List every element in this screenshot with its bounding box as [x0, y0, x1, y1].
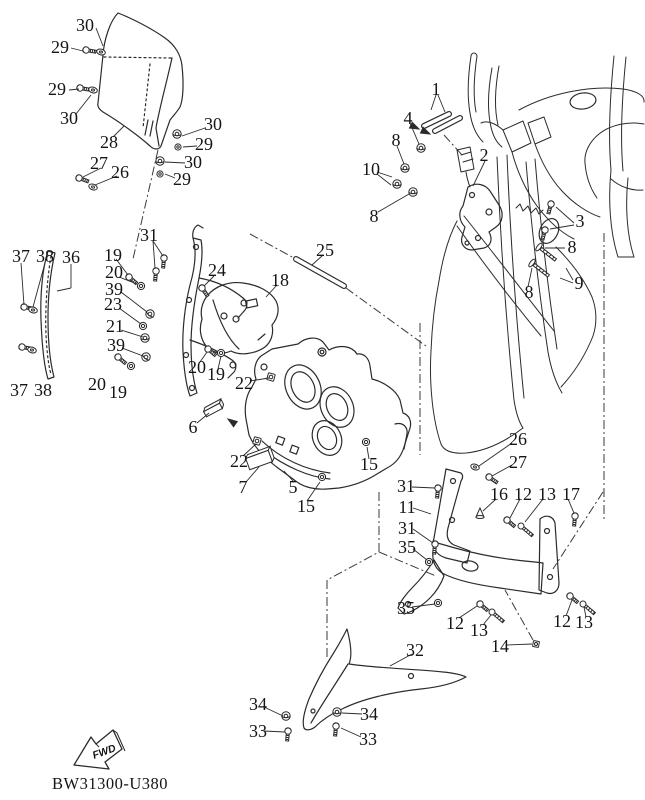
housing-tab: [290, 445, 299, 454]
fastener-screw: [475, 599, 489, 612]
part-number-label: 28: [100, 132, 118, 152]
part-number-label: 31: [397, 476, 415, 496]
fastener-screw: [434, 485, 442, 499]
leader-line: [413, 529, 433, 543]
fastener-screw: [284, 728, 292, 742]
leader-line: [341, 728, 361, 737]
fastener-grommet: [141, 334, 149, 342]
frame-brace: [457, 226, 541, 336]
fastener-roundhead: [175, 144, 181, 150]
part-number-label: 34: [360, 704, 378, 724]
cowl-line: [430, 281, 441, 444]
tank-cap: [569, 91, 597, 110]
fin-hole: [409, 674, 414, 679]
leader-line: [556, 207, 574, 223]
connector-rib: [463, 159, 473, 162]
fastener-washer: [28, 306, 38, 314]
fastener-grommet: [409, 188, 417, 196]
part-number-label: 9: [574, 273, 584, 293]
fastener-roundhead: [157, 171, 163, 177]
leader-line: [479, 443, 512, 466]
lamp-opening: [307, 416, 348, 460]
cowl-line: [439, 221, 457, 281]
part-number-label: 7: [238, 477, 248, 497]
part-number-label: 24: [208, 260, 226, 280]
fastener-grommet: [393, 180, 401, 188]
fastener-boltw: [535, 242, 559, 263]
fuel-tank-outline: [585, 123, 644, 198]
part-number-label: 12: [553, 611, 571, 631]
part-number-label: 10: [362, 159, 380, 179]
part-number-labels: [10, 15, 593, 749]
fastener-grommet: [282, 712, 290, 720]
leader-line: [550, 225, 574, 229]
part-number-label: 8: [391, 130, 401, 150]
bracket-2: [460, 184, 502, 250]
windshield-panel-28: [98, 13, 183, 149]
motorcycle-frame-sketch: [430, 53, 644, 453]
assembly-axis-line: [327, 489, 379, 657]
part-number-label: 37: [10, 380, 28, 400]
part-number-label: 15: [297, 496, 315, 516]
fastener-screw: [502, 515, 516, 528]
assembly-axis-line: [250, 234, 294, 258]
fastener-washer: [27, 346, 37, 354]
fastener-clipnut: [267, 373, 276, 382]
leader-line: [71, 48, 83, 51]
part-number-label: 29: [51, 37, 69, 57]
assembly-axis-line: [444, 135, 463, 156]
part-number-label: 39: [107, 335, 125, 355]
fork-leg: [610, 56, 614, 170]
frame-gusset: [556, 247, 596, 387]
windshield-fold-line: [143, 64, 150, 128]
fin-crease: [311, 664, 348, 723]
fastener-nut: [434, 599, 441, 606]
frame-neck: [512, 152, 574, 239]
part-number-label: 29: [48, 79, 66, 99]
leader-line: [21, 263, 24, 305]
connector-cable: [466, 172, 470, 187]
part-number-label: 16: [490, 484, 508, 504]
fastener-pad: [202, 399, 225, 417]
part-number-label: 38: [34, 380, 52, 400]
frame-neck: [535, 144, 600, 217]
frame-tube: [495, 66, 499, 125]
cowling-stay-11-arm: [433, 542, 543, 594]
fastener-grommet: [156, 157, 164, 165]
part-number-label: 21: [106, 316, 124, 336]
frame-brace: [464, 216, 554, 331]
fastener-screw: [75, 174, 90, 185]
fastener-screw: [82, 46, 96, 55]
stay-hole: [190, 386, 195, 391]
connector-rib: [461, 152, 471, 155]
stay-11-slot: [461, 560, 478, 573]
cover-notch: [258, 334, 265, 340]
fastener-nut: [137, 282, 144, 289]
part-number-label: 1: [431, 79, 441, 99]
part-number-label: 13: [575, 612, 593, 632]
stay-hook: [193, 225, 203, 238]
part-number-label: 34: [249, 694, 267, 714]
part-number-label: 15: [360, 454, 378, 474]
housing-ear: [395, 424, 407, 449]
fastener-screw: [332, 723, 340, 737]
part-number-label: 8: [524, 282, 534, 302]
part-number-label: 30: [60, 108, 78, 128]
part-number-label: 17: [562, 484, 580, 504]
fastener-screw: [203, 344, 217, 357]
part-number-label: 8: [567, 237, 577, 257]
fastener-grommet: [173, 130, 181, 138]
fastener-grommet: [401, 164, 409, 172]
part-number-label: 32: [406, 640, 424, 660]
part-number-label: 22: [230, 451, 248, 471]
part-number-label: 12: [446, 613, 464, 633]
assembly-axis-line: [505, 590, 533, 640]
part-number-label: 30: [184, 152, 202, 172]
part-number-label: 20: [88, 374, 106, 394]
part-number-label: 23: [104, 294, 122, 314]
part-number-label: 3: [575, 211, 585, 231]
frame-tube: [471, 53, 477, 56]
part-number-label: 33: [249, 721, 267, 741]
fastener-grommet: [417, 144, 425, 152]
fastener-nut: [362, 438, 369, 445]
housing-pivot: [320, 350, 324, 354]
fastener-nut: [318, 473, 325, 480]
part-number-label: 26: [111, 162, 129, 182]
part-number-label: 27: [509, 452, 527, 472]
part-number-label: 30: [76, 15, 94, 35]
part-number-label: 26: [509, 429, 527, 449]
stay-11-hole: [548, 575, 553, 580]
lamp-opening-inner: [322, 390, 352, 424]
fork-tube: [526, 162, 562, 393]
housing-hole: [261, 364, 267, 370]
leader-line: [153, 241, 155, 268]
part-number-label: 20: [105, 262, 123, 282]
stay-11-hole: [545, 529, 550, 534]
leader-line: [121, 292, 147, 312]
part-number-label: 37: [12, 246, 30, 266]
fastener-sqnut: [533, 641, 540, 648]
part-number-label: 19: [104, 245, 122, 265]
part-number-label: 29: [173, 169, 191, 189]
fastener-clip: [476, 508, 484, 519]
handlebar-riser: [528, 117, 551, 144]
fastener-screw: [160, 255, 168, 269]
fastener-nut: [217, 349, 224, 356]
leader-line: [413, 508, 431, 514]
part-number-label: 38: [36, 246, 54, 266]
handlebar-stub: [481, 122, 503, 130]
windshield-slot: [145, 120, 148, 135]
handlebar-riser: [503, 121, 531, 152]
fastener-arrow: [226, 416, 237, 426]
leader-line: [507, 644, 532, 645]
fastener-clipnut: [253, 437, 262, 446]
fastener-screw: [152, 268, 160, 282]
assembly-axis-lines: [133, 135, 604, 657]
assembly-axis-line: [346, 288, 426, 346]
fwd-arrow-label: FWD: [90, 742, 118, 762]
part-number-label: 29: [195, 134, 213, 154]
fastener-arrow: [420, 127, 431, 137]
leader-line: [76, 95, 91, 114]
part-number-label: 30: [204, 114, 222, 134]
fork-tube: [497, 157, 523, 428]
part-number-label: 36: [62, 247, 80, 267]
fastener-grommet: [144, 308, 156, 320]
part-number-label: 33: [359, 729, 377, 749]
part-number-label: 31: [140, 225, 158, 245]
cover-hole: [221, 313, 227, 319]
bracket-2-hole: [465, 241, 469, 245]
part-number-label: 8: [369, 206, 379, 226]
fastener-screw: [545, 200, 555, 214]
windshield-fold-line: [104, 57, 171, 58]
leader-line: [33, 263, 45, 307]
fork-leg: [622, 57, 626, 171]
bracket-2-hole: [470, 193, 475, 198]
leader-line: [264, 731, 285, 732]
part-number-label: 14: [491, 636, 509, 656]
part-number-label: 20: [188, 357, 206, 377]
part-number-label: 19: [109, 382, 127, 402]
fastener-boltw: [528, 258, 552, 279]
fin-hole: [311, 709, 315, 713]
fwd-arrow: [74, 730, 125, 769]
fastener-nut: [127, 362, 134, 369]
leader-line: [165, 162, 185, 163]
leader-line: [566, 268, 573, 280]
housing-pivot: [318, 348, 326, 356]
windshield-crease: [156, 58, 172, 146]
cover-hole: [233, 316, 239, 322]
part-number-label: 13: [538, 484, 556, 504]
leader-line: [412, 487, 435, 488]
fork-tube: [507, 155, 524, 398]
part-number-label: 6: [188, 417, 198, 437]
part-number-label: 18: [271, 270, 289, 290]
diagram-code: BW31300-U380: [52, 774, 168, 793]
leader-line: [378, 194, 409, 212]
part-number-label: 35: [397, 598, 415, 618]
cover-crease: [213, 300, 239, 349]
part-number-label: 31: [398, 518, 416, 538]
part-number-label: 27: [90, 153, 108, 173]
windshield-slot: [150, 121, 153, 136]
part-number-label: 13: [470, 620, 488, 640]
fastener-grommet: [333, 708, 341, 716]
part-number-label: 25: [316, 240, 334, 260]
lower-cowl-32: [303, 629, 466, 730]
bracket-2-hole: [476, 236, 481, 241]
fastener-screw: [76, 84, 90, 93]
stay-11-hole: [451, 479, 456, 484]
headlight-housing-5: [245, 338, 410, 489]
part-number-label: 4: [403, 108, 413, 128]
leader-line: [197, 413, 209, 423]
lamp-opening-inner: [314, 423, 340, 452]
leader-line: [342, 713, 362, 714]
fastener-grommet: [140, 351, 152, 363]
leader-line: [96, 28, 103, 46]
part-number-label: 19: [207, 364, 225, 384]
part-number-label: 22: [235, 373, 253, 393]
bracket-2-hole: [486, 209, 492, 215]
part-number-label: 2: [479, 145, 489, 165]
fastener-screw: [565, 591, 579, 604]
part-number-label: 35: [398, 537, 416, 557]
part-number-label: 12: [514, 484, 532, 504]
fastener-washer: [470, 463, 480, 471]
fastener-washer: [96, 48, 106, 56]
fastener-screw: [571, 513, 579, 527]
housing-tab: [276, 436, 285, 445]
rod-part-inner: [296, 259, 344, 286]
part-number-label: 11: [398, 497, 416, 517]
leader-line: [122, 348, 143, 356]
fastener-bolt: [517, 522, 535, 538]
fuel-tank-outline: [519, 88, 644, 110]
leader-line: [57, 288, 71, 291]
frame-tube: [474, 56, 477, 112]
part-number-label: 5: [288, 477, 298, 497]
fastener-washer: [88, 86, 98, 94]
leader-line: [560, 278, 573, 283]
part-number-label: 39: [105, 279, 123, 299]
